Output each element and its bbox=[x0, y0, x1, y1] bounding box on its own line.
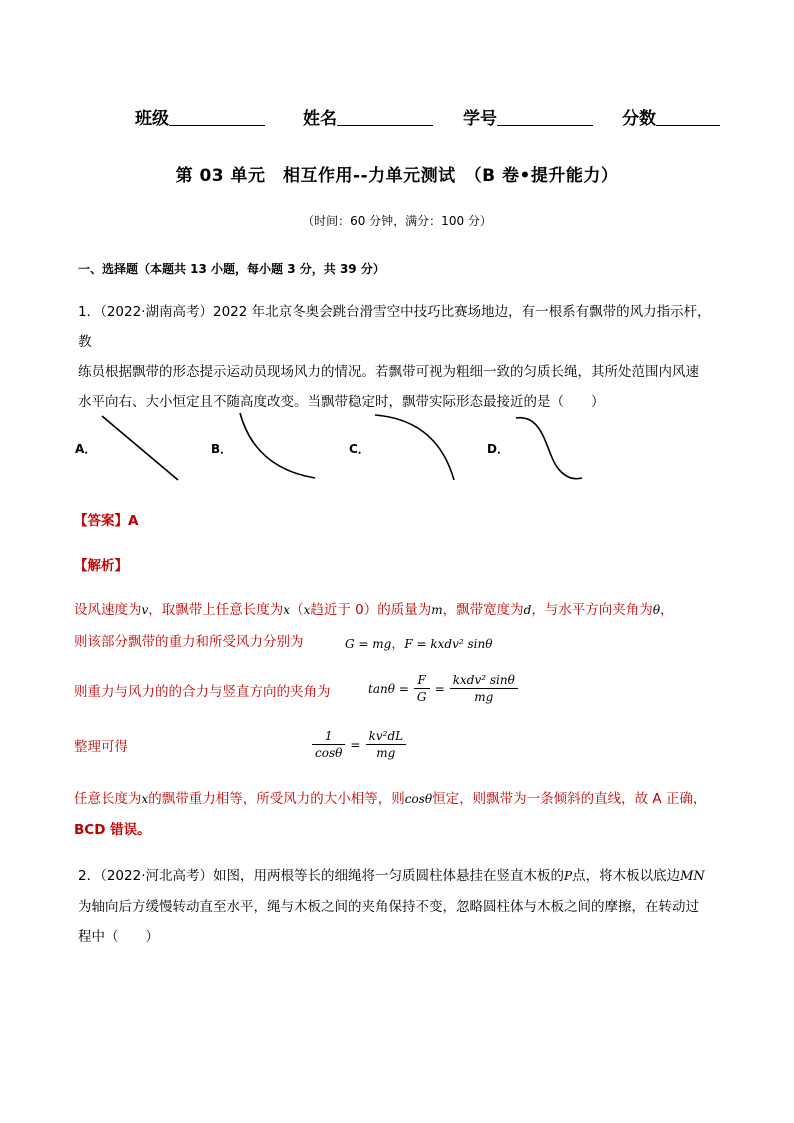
class-field bbox=[135, 104, 265, 129]
student-id-label: 学号 bbox=[463, 109, 497, 129]
math-m: m bbox=[431, 603, 443, 617]
expl-text: 则该部分飘带的重力和所受风力分别为 bbox=[74, 634, 304, 650]
expl-text: 任意长度为 bbox=[74, 791, 142, 807]
name-label: 姓名 bbox=[303, 109, 337, 129]
explanation-line-4 bbox=[74, 732, 128, 762]
option-c-figure bbox=[372, 410, 462, 485]
expl-text: 趋近于 0）的质量为 bbox=[310, 602, 432, 618]
fraction-wind-over-mg bbox=[450, 672, 518, 705]
formula-gravity-wind bbox=[345, 633, 492, 652]
frac-num: kv²dL bbox=[366, 728, 407, 745]
expl-text: ，与水平方向夹角为 bbox=[531, 602, 653, 618]
option-a-label: A． bbox=[75, 442, 97, 456]
expl-text: ，取飘带上任意长度为 bbox=[148, 602, 284, 618]
option-c-label: C． bbox=[349, 442, 370, 456]
frac-den: G bbox=[416, 690, 427, 704]
q1-line-2: 练员根据飘带的形态提示运动员现场风力的情况。若飘带可视为粗细一致的匀质长绳，其所处范围内风速 bbox=[78, 364, 699, 380]
student-id-blank[interactable] bbox=[497, 109, 593, 126]
frac-den: mg bbox=[474, 690, 494, 704]
math-cos-theta: cosθ bbox=[404, 792, 433, 806]
expl-text: （ bbox=[290, 602, 304, 618]
math-theta: θ bbox=[652, 603, 661, 617]
question-2 bbox=[78, 861, 718, 952]
option-b-label: B． bbox=[211, 442, 233, 456]
score-label: 分数 bbox=[622, 109, 656, 129]
formula-tan bbox=[368, 672, 518, 705]
q2-text: 2．（2022·河北高考）如图，用两根等长的细绳将一匀质圆柱体悬挂在竖直木板的 bbox=[78, 868, 564, 884]
expl-text: ，飘带宽度为 bbox=[442, 602, 524, 618]
formula-equals: = bbox=[350, 738, 361, 752]
explanation-line-5 bbox=[74, 784, 706, 814]
expl-text: 整理可得 bbox=[74, 739, 128, 755]
explanation-line-3 bbox=[74, 677, 331, 707]
frac-den: mg bbox=[376, 746, 396, 760]
class-blank[interactable] bbox=[169, 109, 265, 126]
option-b-figure bbox=[235, 408, 320, 483]
class-label: 班级 bbox=[135, 109, 169, 129]
fraction-one-over-cos bbox=[312, 728, 345, 761]
math-x: x bbox=[283, 603, 291, 617]
student-id-field bbox=[463, 104, 593, 129]
option-b-curve bbox=[240, 413, 315, 478]
math-v: v bbox=[141, 603, 149, 617]
q2-text: 点，将木板以底边 bbox=[572, 868, 681, 884]
option-c-curve bbox=[375, 415, 454, 480]
page-title: 第 03 单元 相互作用--力单元测试 （B 卷•提升能力） bbox=[175, 166, 619, 186]
fraction-kv2dl-over-mg bbox=[366, 728, 407, 761]
math-mn: MN bbox=[680, 869, 705, 884]
frac-num: F bbox=[414, 672, 430, 689]
explanation-line-1 bbox=[74, 595, 674, 625]
section-heading: 一、选择题（本题共 13 小题，每小题 3 分，共 39 分） bbox=[78, 262, 385, 276]
option-a-figure bbox=[98, 410, 183, 485]
page-subtitle: （时间：60 分钟，满分：100 分） bbox=[302, 214, 492, 228]
question-1 bbox=[78, 297, 718, 417]
formula-wind-force: F = kxdv² sinθ bbox=[404, 637, 493, 651]
math-d: d bbox=[523, 603, 532, 617]
explanation-line-6: BCD 错误。 bbox=[74, 822, 151, 838]
option-d-figure bbox=[512, 412, 587, 484]
fraction-f-over-g bbox=[414, 672, 430, 705]
score-field bbox=[622, 104, 720, 129]
option-d-label: D． bbox=[487, 442, 509, 456]
frac-den: cosθ bbox=[315, 746, 343, 760]
frac-num: 1 bbox=[312, 728, 345, 745]
expl-text: 设风速度为 bbox=[74, 602, 142, 618]
q1-line-1: 1．（2022·湖南高考）2022 年北京冬奥会跳台滑雪空中技巧比赛场地边，有一根系有飘带的风力指示杆，教 bbox=[78, 304, 711, 350]
q2-line-1 bbox=[78, 861, 718, 892]
math-x: x bbox=[303, 603, 311, 617]
q1-analysis-label: 【解析】 bbox=[74, 558, 128, 574]
formula-equals: = bbox=[434, 682, 445, 696]
math-x: x bbox=[141, 792, 149, 806]
formula-gravity: G = mg bbox=[345, 637, 392, 651]
score-blank[interactable] bbox=[656, 109, 720, 126]
option-a-line bbox=[102, 416, 178, 480]
math-p: P bbox=[564, 869, 573, 883]
option-d-curve bbox=[516, 418, 582, 479]
expl-text: 则重力与风力的的合力与竖直方向的夹角为 bbox=[74, 684, 331, 700]
formula-cos bbox=[312, 728, 406, 761]
q1-line-3: 水平向右、大小恒定且不随高度改变。当飘带稳定时，飘带实际形态最接近的是（ ） bbox=[78, 394, 605, 410]
q2-line-3: 程中（ ） bbox=[78, 929, 159, 945]
q2-line-2: 为轴向后方缓慢转动直至水平，绳与木板之间的夹角保持不变，忽略圆柱体与木板之间的摩擦，在转动过 bbox=[78, 899, 699, 915]
expl-text: ， bbox=[660, 602, 674, 618]
expl-text: 恒定，则飘带为一条倾斜的直线，故 A 正确， bbox=[432, 791, 707, 807]
frac-num: kxdv² sinθ bbox=[450, 672, 518, 689]
explanation-line-2 bbox=[74, 627, 304, 657]
name-blank[interactable] bbox=[337, 109, 433, 126]
name-field bbox=[303, 104, 433, 129]
expl-text: 的飘带重力相等，所受风力的大小相等，则 bbox=[148, 791, 405, 807]
formula-separator: ， bbox=[391, 637, 405, 652]
q1-answer: 【答案】A bbox=[74, 513, 139, 529]
formula-tan-lhs: tanθ = bbox=[368, 682, 409, 696]
